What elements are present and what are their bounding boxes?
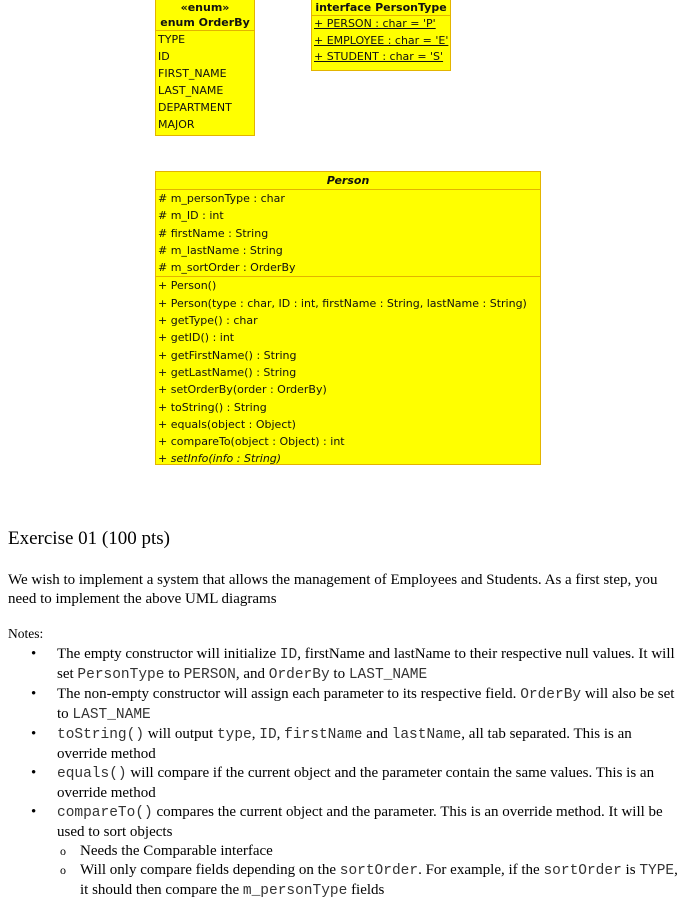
person-class-box — [155, 171, 541, 465]
note-text: The empty constructor will initialize — [57, 646, 280, 662]
person-attributes — [156, 189, 540, 276]
note-text: , — [251, 726, 260, 742]
sub-bullet: o — [60, 863, 66, 877]
note-equals — [0, 764, 693, 803]
exercise-intro: We wish to implement a system that allows the management of Employees and Students. As a first step, you need to implement the above UML diagrams — [8, 572, 658, 607]
note-text: fields — [347, 882, 385, 898]
sub-note-sortorder — [57, 861, 683, 901]
code: toString() — [57, 727, 145, 743]
note-text: will also be set to — [57, 686, 675, 722]
person-method: + getLastName() : String — [158, 365, 297, 379]
sub-note-comparable — [57, 842, 683, 861]
code: sortOrder — [543, 863, 622, 879]
note-text: . For example, if the — [418, 862, 544, 878]
enum-value: FIRST_NAME — [158, 67, 227, 80]
bullet: • — [31, 726, 37, 742]
person-method: + getFirstName() : String — [158, 348, 297, 362]
interface-persontype-box — [311, 0, 451, 71]
person-method: + getID() : int — [158, 331, 235, 345]
notes-list — [0, 645, 693, 901]
code: PERSON — [183, 667, 236, 683]
note-text: Will only compare fields depending on the — [80, 862, 340, 878]
note-text: The non-empty constructor will assign each parameter to its respective field. — [57, 686, 521, 702]
enum-value: TYPE — [158, 33, 186, 46]
code: OrderBy — [520, 687, 582, 703]
code: LAST_NAME — [72, 707, 151, 723]
code: equals() — [57, 766, 127, 782]
note-text: , firstName and lastName to their respective null values. It will set — [57, 646, 675, 682]
person-methods — [156, 276, 540, 467]
person-method: + equals(object : Object) — [158, 417, 296, 431]
code: TYPE — [639, 863, 675, 879]
enum-value: ID — [158, 50, 170, 63]
interface-constant: + STUDENT : char = 'S' — [314, 50, 444, 63]
interface-constant: + PERSON : char = 'P' — [314, 17, 436, 30]
person-method: + toString() : String — [158, 400, 267, 414]
code: lastName — [391, 727, 462, 743]
enum-stereotype: «enum» — [180, 1, 230, 14]
note-text: , and — [235, 666, 269, 682]
person-class-name: Person — [326, 174, 370, 187]
bullet: • — [31, 646, 37, 662]
code: m_personType — [242, 883, 348, 899]
enum-value: MAJOR — [158, 118, 195, 131]
code: LAST_NAME — [348, 667, 428, 683]
note-text: , all tab separated. This is an override method — [57, 726, 632, 762]
person-method: + Person(type : char, ID : int, firstName : String, lastName : String) — [158, 296, 527, 310]
code: PersonType — [77, 667, 165, 683]
note-text: will output — [144, 726, 217, 742]
note-text: Needs the Comparable interface — [80, 843, 273, 859]
enum-value: LAST_NAME — [158, 84, 224, 97]
note-empty-constructor — [0, 645, 693, 685]
code: compareTo() — [57, 805, 153, 821]
note-tostring — [0, 725, 693, 764]
compareto-sub-list — [57, 842, 683, 901]
code: ID — [279, 647, 298, 663]
note-text: is — [621, 862, 640, 878]
note-text: and — [362, 726, 392, 742]
interface-name: interface PersonType — [315, 1, 447, 14]
note-text: , — [276, 726, 285, 742]
person-method: + compareTo(object : Object) : int — [158, 435, 345, 449]
note-nonempty-constructor — [0, 685, 693, 725]
person-attribute: # m_personType : char — [158, 192, 285, 205]
bullet: • — [31, 804, 37, 820]
sub-bullet: o — [60, 844, 66, 858]
notes-label: Notes: — [8, 626, 44, 641]
code: OrderBy — [268, 667, 330, 683]
enum-values — [156, 30, 254, 133]
person-method: + setOrderBy(order : OrderBy) — [158, 383, 327, 397]
note-text: , it should then compare the — [80, 862, 678, 898]
bullet: • — [31, 686, 37, 702]
note-text: will compare if the current object and the parameter contain the same values. This is an override method — [57, 765, 655, 801]
interface-constant: + EMPLOYEE : char = 'E' — [314, 33, 449, 47]
code: firstName — [284, 727, 363, 743]
note-text: to — [164, 666, 184, 682]
note-text: compares the current object and the parameter. This is an override method. It will be used to sort objects — [57, 804, 663, 840]
enum-value: DEPARTMENT — [158, 101, 232, 114]
interface-constants — [312, 15, 450, 66]
code: sortOrder — [339, 863, 419, 879]
code: ID — [259, 727, 277, 743]
person-method-abstract: + setInfo(info : String) — [158, 452, 282, 466]
code: type — [216, 727, 252, 743]
person-method: + getType() : char — [158, 314, 258, 328]
bullet: • — [31, 765, 37, 781]
enum-name: enum OrderBy — [160, 16, 250, 29]
person-attribute: # m_sortOrder : OrderBy — [158, 261, 296, 275]
person-attribute: # m_ID : int — [158, 209, 224, 223]
person-attribute: # firstName : String — [158, 226, 269, 240]
enum-orderby-box — [155, 0, 255, 136]
person-attribute: # m_lastName : String — [158, 243, 283, 257]
note-compareto — [0, 803, 693, 901]
person-method: + Person() — [158, 279, 217, 293]
exercise-title: Exercise 01 (100 pts) — [8, 528, 170, 549]
note-text: to — [329, 666, 349, 682]
